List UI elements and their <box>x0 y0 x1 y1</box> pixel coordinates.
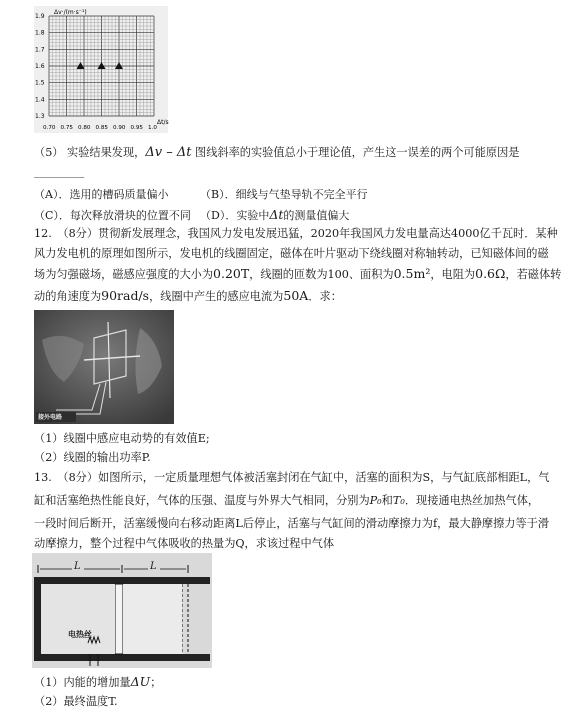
p12-r-value: 0.6Ω <box>475 266 506 281</box>
dimension-label-l2: L <box>150 561 157 572</box>
q5-option-a: （A）．选用的槽码质量偏小 <box>34 188 169 201</box>
q5-expr: Δv – Δt <box>145 145 192 160</box>
q5-suffix: 图线斜率的实验值总小于理论值，产生这一误差的两个可能原因是 <box>191 146 520 159</box>
x-tick-label: 0.85 <box>95 125 108 131</box>
p13-line3: 一段时间后断开，活塞缓慢向右移动距离L后停止，活塞与气缸间的滑动摩擦力为f，最大静摩擦力等于滑 <box>34 517 550 530</box>
p12-text: ，电阻为 <box>430 268 476 281</box>
p12-line4 <box>34 284 342 310</box>
cylinder-diagram <box>32 553 212 668</box>
p13-line2 <box>34 489 539 514</box>
p12-current-value: 50A <box>283 288 309 303</box>
p13-line1: 13. （8分）如图所示，一定质量理想气体被活塞封闭在气缸中，活塞的面积为S，与气缸底部相距L，气 <box>34 471 550 484</box>
p12-text: 动的角速度为 <box>34 290 102 303</box>
p13-delta-u: ΔU <box>130 674 151 689</box>
q5-option-c: （C）．每次释放滑块的位置不同 <box>34 209 191 222</box>
x-tick-label: 1.0 <box>148 125 157 131</box>
p13-line4: 动摩擦力，整个过程中气体吸收的热量为Q，求该过程中气体 <box>34 537 335 550</box>
p13-sub-2: （2）最终温度T. <box>34 695 118 708</box>
heater-label: 电热丝 <box>68 630 92 639</box>
p12-text: ，线圈的匝数为100、面积为 <box>249 268 394 281</box>
q5-option-d-expr: Δt <box>269 207 284 222</box>
graph-figure <box>34 6 168 133</box>
dimension-label-l1: L <box>74 561 81 572</box>
p13-text: （1）内能的增加量 <box>34 676 131 689</box>
cylinder-svg <box>32 553 212 668</box>
p12-sub-1: （1）线圈中感应电动势的有效值E; <box>34 432 210 445</box>
x-tick-label: 0.90 <box>113 125 126 131</box>
generator-illustration <box>34 310 174 424</box>
graph-svg <box>34 6 168 133</box>
p13-text: ； <box>150 676 162 689</box>
p13-p0: P₀ <box>369 494 382 507</box>
y-tick-label: 1.4 <box>35 96 45 104</box>
y-tick-label: 1.5 <box>35 79 45 87</box>
p12-text: ，若磁体转 <box>505 268 561 281</box>
p12-b-value: 0.20T <box>213 266 250 281</box>
p12-line1: 12. （8分）贯彻新发展理念，我国风力发电发展迅猛，2020年我国风力发电量高达4000亿千瓦时．某种 <box>34 227 558 240</box>
y-tick-label: 1.8 <box>35 29 45 37</box>
q5-blank: _________ <box>34 165 85 178</box>
y-tick-label: 1.7 <box>35 46 45 54</box>
p13-text: 缸和活塞绝热性能良好，气体的压强、温度与外界大气相同，分别为 <box>34 494 370 507</box>
x-tick-label: 0.80 <box>78 125 91 131</box>
generator-photo-caption: 接外电路 <box>38 414 63 421</box>
y-tick-label: 1.3 <box>35 113 45 120</box>
p12-text: ．求： <box>308 290 342 303</box>
y-axis-unit: Δv·/(m·s⁻¹) <box>54 9 87 16</box>
p12-omega-value: 90rad/s <box>101 288 150 303</box>
generator-photo <box>34 310 174 424</box>
y-tick-label: 1.9 <box>35 13 45 20</box>
p13-text: ．现接通电热丝加热气体， <box>404 494 540 507</box>
x-tick-label: 0.70 <box>43 125 56 131</box>
x-tick-label: 0.95 <box>130 125 143 131</box>
p13-text: 和 <box>381 494 393 507</box>
q5-option-d <box>200 207 349 223</box>
x-tick-label: 0.75 <box>60 125 73 131</box>
q5-prefix: （5） 实验结果发现， <box>34 146 146 159</box>
p12-area-value: 0.5m² <box>393 266 431 281</box>
y-tick-label: 1.6 <box>35 63 45 70</box>
q5-stem <box>34 141 519 166</box>
q5-option-d-post: 的测量值偏大 <box>283 209 350 222</box>
p12-sub-2: （2）线圈的输出功率P. <box>34 451 151 464</box>
p12-line2: 风力发电机的原理如图所示，发电机的线圈固定，磁体在叶片驱动下绕线圈对称轴转动，已知磁体间的磁 <box>34 247 549 260</box>
q5-option-d-pre: （D）．实验中 <box>200 209 270 222</box>
p12-text: 场为匀强磁场，磁感应强度的大小为 <box>34 268 214 281</box>
p12-text: ，线圈中产生的感应电流为 <box>149 290 284 303</box>
x-axis-unit: Δt/s <box>157 119 169 126</box>
q5-option-b: （B）．细线与气垫导轨不完全平行 <box>200 188 368 201</box>
p13-t0: T₀ <box>392 494 405 507</box>
